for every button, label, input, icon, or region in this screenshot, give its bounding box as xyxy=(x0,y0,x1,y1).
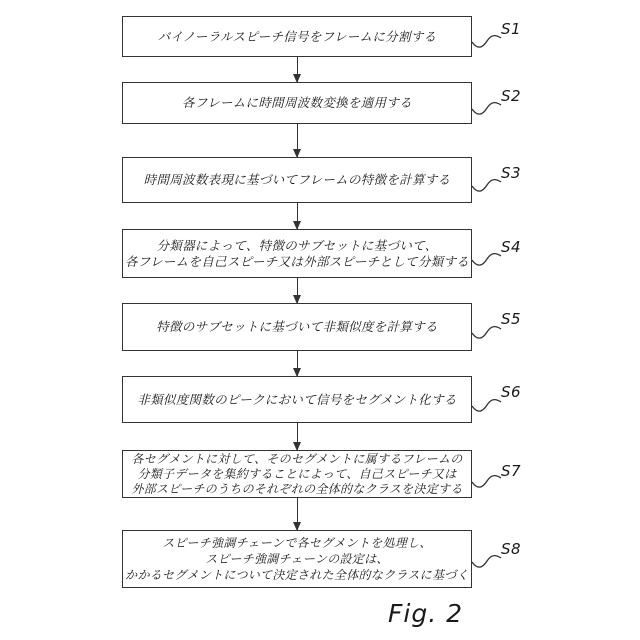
figure-caption: Fig. 2 xyxy=(388,599,463,628)
step-text: バイノーラルスピーチ信号をフレームに分割する xyxy=(157,28,437,44)
flow-arrow-6 xyxy=(297,423,299,450)
step-box-s3 xyxy=(122,157,472,203)
flow-arrow-1 xyxy=(297,57,299,82)
flow-arrow-7 xyxy=(297,498,299,530)
step-label-s5: S5 xyxy=(501,310,522,328)
step-text: 分類子データを集約することによって、自己スピーチ又は xyxy=(137,466,457,481)
step-text: 分類器によって、特徴のサブセットに基づいて、 xyxy=(156,238,438,253)
step-text: スピーチ強調チェーンの設定は、 xyxy=(205,552,389,566)
step-text: 非類似度関数のピークにおいて信号をセグメント化する xyxy=(137,391,457,407)
flow-arrow-4 xyxy=(297,278,299,303)
squiggle-connector-s4 xyxy=(472,251,502,267)
flow-arrow-3 xyxy=(297,203,299,229)
step-box-s8 xyxy=(122,530,472,588)
squiggle-connector-s2 xyxy=(472,100,502,116)
step-text: 各フレームを自己スピーチ又は外部スピーチとして分類する xyxy=(124,253,470,269)
step-text: 各セグメントに対して、そのセグメントに属するフレームの xyxy=(131,451,463,466)
step-text: 各フレームに時間周波数変換を適用する xyxy=(182,95,412,111)
step-box-s1 xyxy=(122,16,472,57)
step-label-s6: S6 xyxy=(501,383,522,401)
step-text: 外部スピーチのうちのそれぞれの全体的なクラスを決定する xyxy=(131,481,463,496)
step-box-s4 xyxy=(122,229,472,278)
step-box-s6 xyxy=(122,376,472,423)
step-box-s7 xyxy=(122,450,472,498)
step-box-s2 xyxy=(122,82,472,124)
step-box-s5 xyxy=(122,303,472,351)
step-text: スピーチ強調チェーンで各セグメントを処理し、 xyxy=(162,536,432,550)
step-label-s4: S4 xyxy=(501,238,522,256)
squiggle-connector-s7 xyxy=(472,473,502,489)
squiggle-connector-s3 xyxy=(472,177,502,193)
step-text: 特徴のサブセットに基づいて非類似度を計算する xyxy=(156,319,438,335)
step-label-s2: S2 xyxy=(501,87,522,105)
step-label-s7: S7 xyxy=(501,462,522,480)
squiggle-connector-s8 xyxy=(472,553,502,569)
flow-arrow-5 xyxy=(297,351,299,376)
squiggle-connector-s5 xyxy=(472,324,502,340)
step-label-s3: S3 xyxy=(501,164,522,182)
flow-arrow-2 xyxy=(297,124,299,157)
step-text: かかるセグメントについて決定された全体的なクラスに基づく xyxy=(125,568,469,582)
squiggle-connector-s6 xyxy=(472,397,502,413)
step-label-s8: S8 xyxy=(501,540,522,558)
squiggle-connector-s1 xyxy=(472,33,502,49)
step-text: 時間周波数表現に基づいてフレームの特徴を計算する xyxy=(143,172,451,188)
step-label-s1: S1 xyxy=(501,20,522,38)
